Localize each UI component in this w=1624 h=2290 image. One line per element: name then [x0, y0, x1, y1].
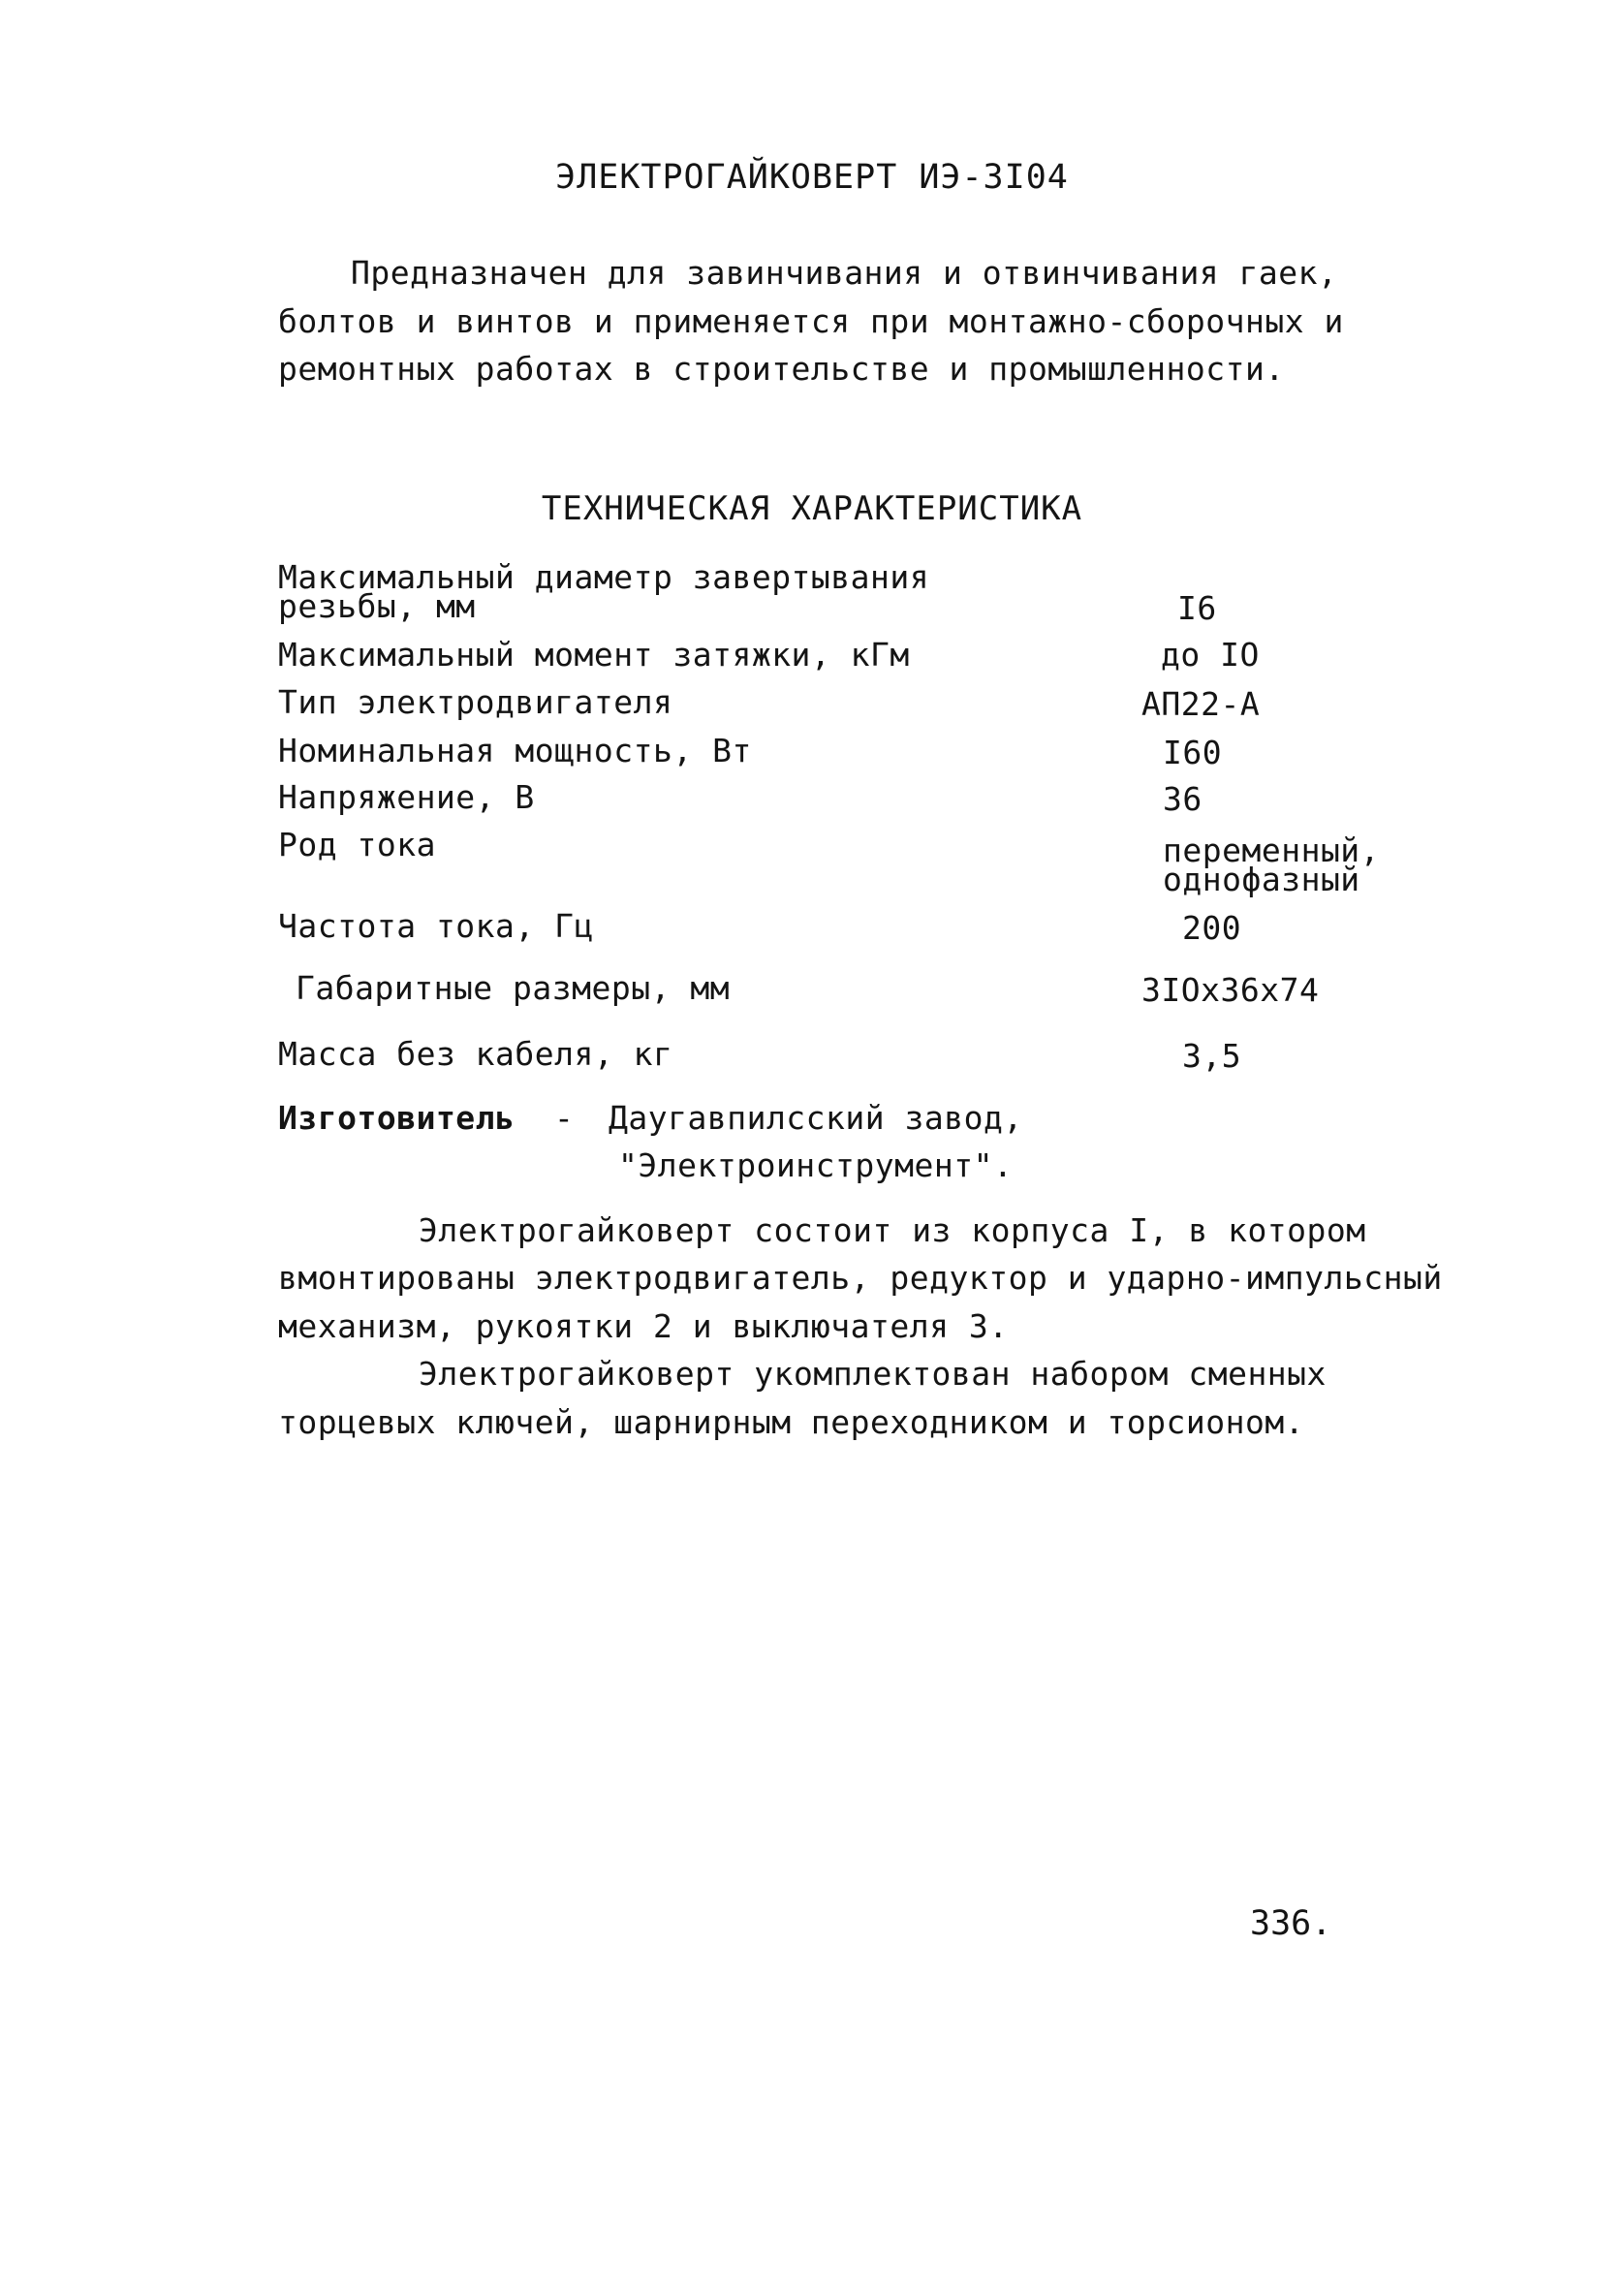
description-line: вмонтированы электродвигатель, редуктор и ударно-импульсный	[278, 1259, 1443, 1297]
spec-value: 3,5	[1182, 1037, 1242, 1075]
spec-label: Максимальный момент затяжки, кГм	[278, 636, 910, 674]
spec-label: резьбы, мм	[278, 587, 476, 625]
spec-label: Максимальный диаметр завертывания	[278, 558, 930, 596]
spec-value: 3IОх36х74	[1141, 971, 1320, 1009]
intro-line: ремонтных работах в строительстве и промышленности.	[278, 350, 1285, 388]
manufacturer-dash: -	[554, 1099, 575, 1137]
manufacturer-label: Изготовитель	[278, 1099, 515, 1137]
spec-value: переменный,	[1163, 831, 1381, 869]
spec-label: Напряжение, В	[278, 778, 535, 816]
description-line: Электрогайковерт состоит из корпуса I, в котором	[419, 1211, 1366, 1249]
intro-line: Предназначен для завинчивания и отвинчивания гаек,	[351, 254, 1338, 292]
description-line: механизм, рукоятки 2 и выключателя 3.	[278, 1307, 1009, 1345]
spec-value: однофазный	[1163, 861, 1360, 898]
description-line: Электрогайковерт укомплектован набором сменных	[419, 1355, 1327, 1393]
intro-line: болтов и винтов и применяется при монтажно-сборочных и	[278, 302, 1344, 340]
manufacturer-name: "Электроинструмент".	[618, 1146, 1014, 1184]
spec-label: Номинальная мощность, Вт	[278, 732, 752, 769]
manufacturer-name: Даугавпилсский завод,	[609, 1099, 1023, 1137]
spec-value: до IО	[1161, 636, 1260, 674]
spec-label: Тип электродвигателя	[278, 683, 673, 721]
spec-label: Частота тока, Гц	[278, 907, 594, 945]
spec-label: Габаритные размеры, мм	[296, 969, 731, 1007]
spec-value: 36	[1163, 780, 1202, 818]
spec-label: Масса без кабеля, кг	[278, 1035, 673, 1073]
page-number: 336.	[1250, 1904, 1332, 1943]
description-line: торцевых ключей, шарнирным переходником и торсионом.	[278, 1403, 1305, 1441]
document-title: ЭЛЕКТРОГАЙКОВЕРТ ИЭ-3I04	[555, 158, 1069, 197]
spec-value: I60	[1163, 734, 1223, 771]
spec-value: I6	[1177, 589, 1217, 627]
spec-value: АП22-А	[1141, 685, 1261, 723]
spec-heading: ТЕХНИЧЕСКАЯ ХАРАКТЕРИСТИКА	[541, 489, 1083, 528]
spec-label: Род тока	[278, 826, 436, 863]
spec-value: 200	[1182, 909, 1242, 947]
